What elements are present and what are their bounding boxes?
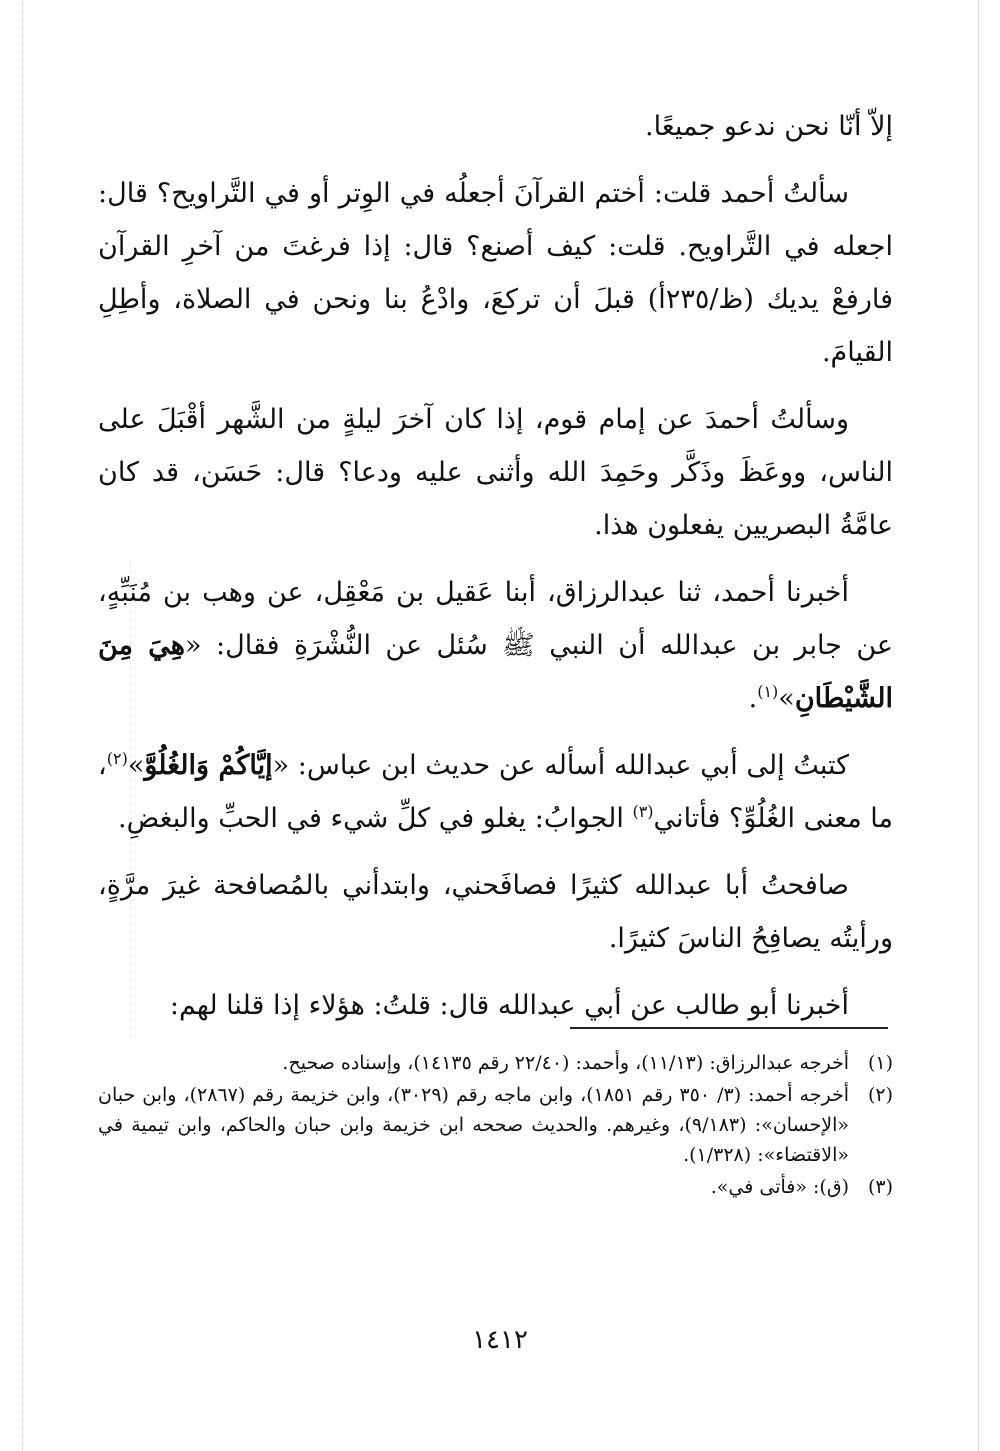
footnotes [98,1048,893,1204]
paragraph-text: » [127,750,145,781]
paragraph [98,100,893,153]
paragraph-text: صافحتُ أبا عبدالله كثيرًا فصافَحني، وابتدأني بالمُصافحة غيرَ مرَّةٍ، ورأيتُه يصافِحُ الناسَ كثيرًا. [98,870,893,954]
paragraph-text: » [778,683,795,714]
paragraph [98,739,893,845]
main-text [98,100,893,1046]
paragraph [98,566,893,725]
paragraph-text: أخبرنا أحمد، ثنا عبدالرزاق، أبنا عَقيل بن مَعْقِل، عن وهب بن مُنَبِّهٍ، عن جابر بن عبدالله أن النبي ﷺ سُئل عن النُّشْرَةِ فقال: « [98,577,893,661]
footnote [98,1048,893,1078]
hadith-quote: إيَّاكُمْ وَالغُلُوَّ [144,750,273,781]
paragraph-text: إلاّ أنّا نحن ندعو جميعًا. [645,111,893,142]
footnote [98,1080,893,1170]
footnote-marker: (١) [757,682,779,701]
paragraph [98,167,893,379]
footnote-number: (٣) [867,1176,893,1198]
left-margin-guide [22,0,23,1451]
paragraph-text: . [748,683,758,714]
footnote-number: (١) [867,1052,893,1074]
footnote-text: أخرجه أحمد: (٣/ ٣٥٠ رقم ١٨٥١)، وابن ماجه رقم (٣٠٢٩)، وابن خزيمة رقم (٢٨٦٧)، وابن حبان «الإحسان»: (٩/١٨٣)، وغيرهم. والحديث صححه ابن خزيمة وابن حبان والحاكم، وابن تيمية في «الاقتضاء»: (١/٣٢٨). [98,1084,850,1166]
right-margin-guide [978,0,979,1451]
page-number: ١٤١٢ [472,1325,528,1355]
paragraph [98,393,893,552]
paragraph-text: وسألتُ أحمدَ عن إمام قوم، إذا كان آخرَ ليلةٍ من الشَّهر أقْبَلَ على الناس، ووعَظَ وذَكَّر وحَمِدَ الله وأثنى عليه ودعا؟ قال: حَسَن، قد كان عامَّةُ البصريين يفعلون هذا. [98,404,894,541]
footnote [98,1172,893,1202]
paragraph-text: الجوابُ: يغلو في كلِّ شيء في الحبِّ والبغضِ. [118,803,633,834]
footnote-marker: (٣) [632,802,654,821]
footnote-marker: (٢) [106,749,128,768]
paragraph [98,859,893,965]
paragraph-text: سألتُ أحمد قلت: أختم القرآنَ أجعلُه في الوِتر أو في التَّراويح؟ قال: اجعله في التَّراويح. قلت: كيف أصنع؟ قال: إذا فرغتَ من آخرِ القرآن فارفعْ يديك (ظ/٢٣٥أ) قبلَ أن تركعَ، وادْعُ بنا ونحن في الصلاة، وأطِلِ القيامَ. [98,178,893,368]
footnote-number: (٢) [867,1084,893,1106]
footnote-separator [570,1027,888,1029]
paragraph [98,979,893,1032]
footnote-text: أخرجه عبدالرزاق: (١١/١٣)، وأحمد: (٢٢/٤٠ رقم ١٤١٣٥)، وإسناده صحيح. [282,1052,849,1074]
paragraph-text: ، ما معنى الغُلُوِّ؟ فأتاني [98,750,893,834]
paragraph-text: كتبتُ إلى أبي عبدالله أسأله عن حديث ابن عباس: « [272,750,849,781]
paragraph-text: أخبرنا أبو طالب عن أبي عبدالله قال: قلتُ: هؤلاء إذا قلنا لهم: [169,990,849,1021]
footnote-text: (ق): «فأتى في». [710,1176,849,1198]
hadith-quote: هِيَ مِنَ الشَّيْطَانِ [98,630,893,714]
